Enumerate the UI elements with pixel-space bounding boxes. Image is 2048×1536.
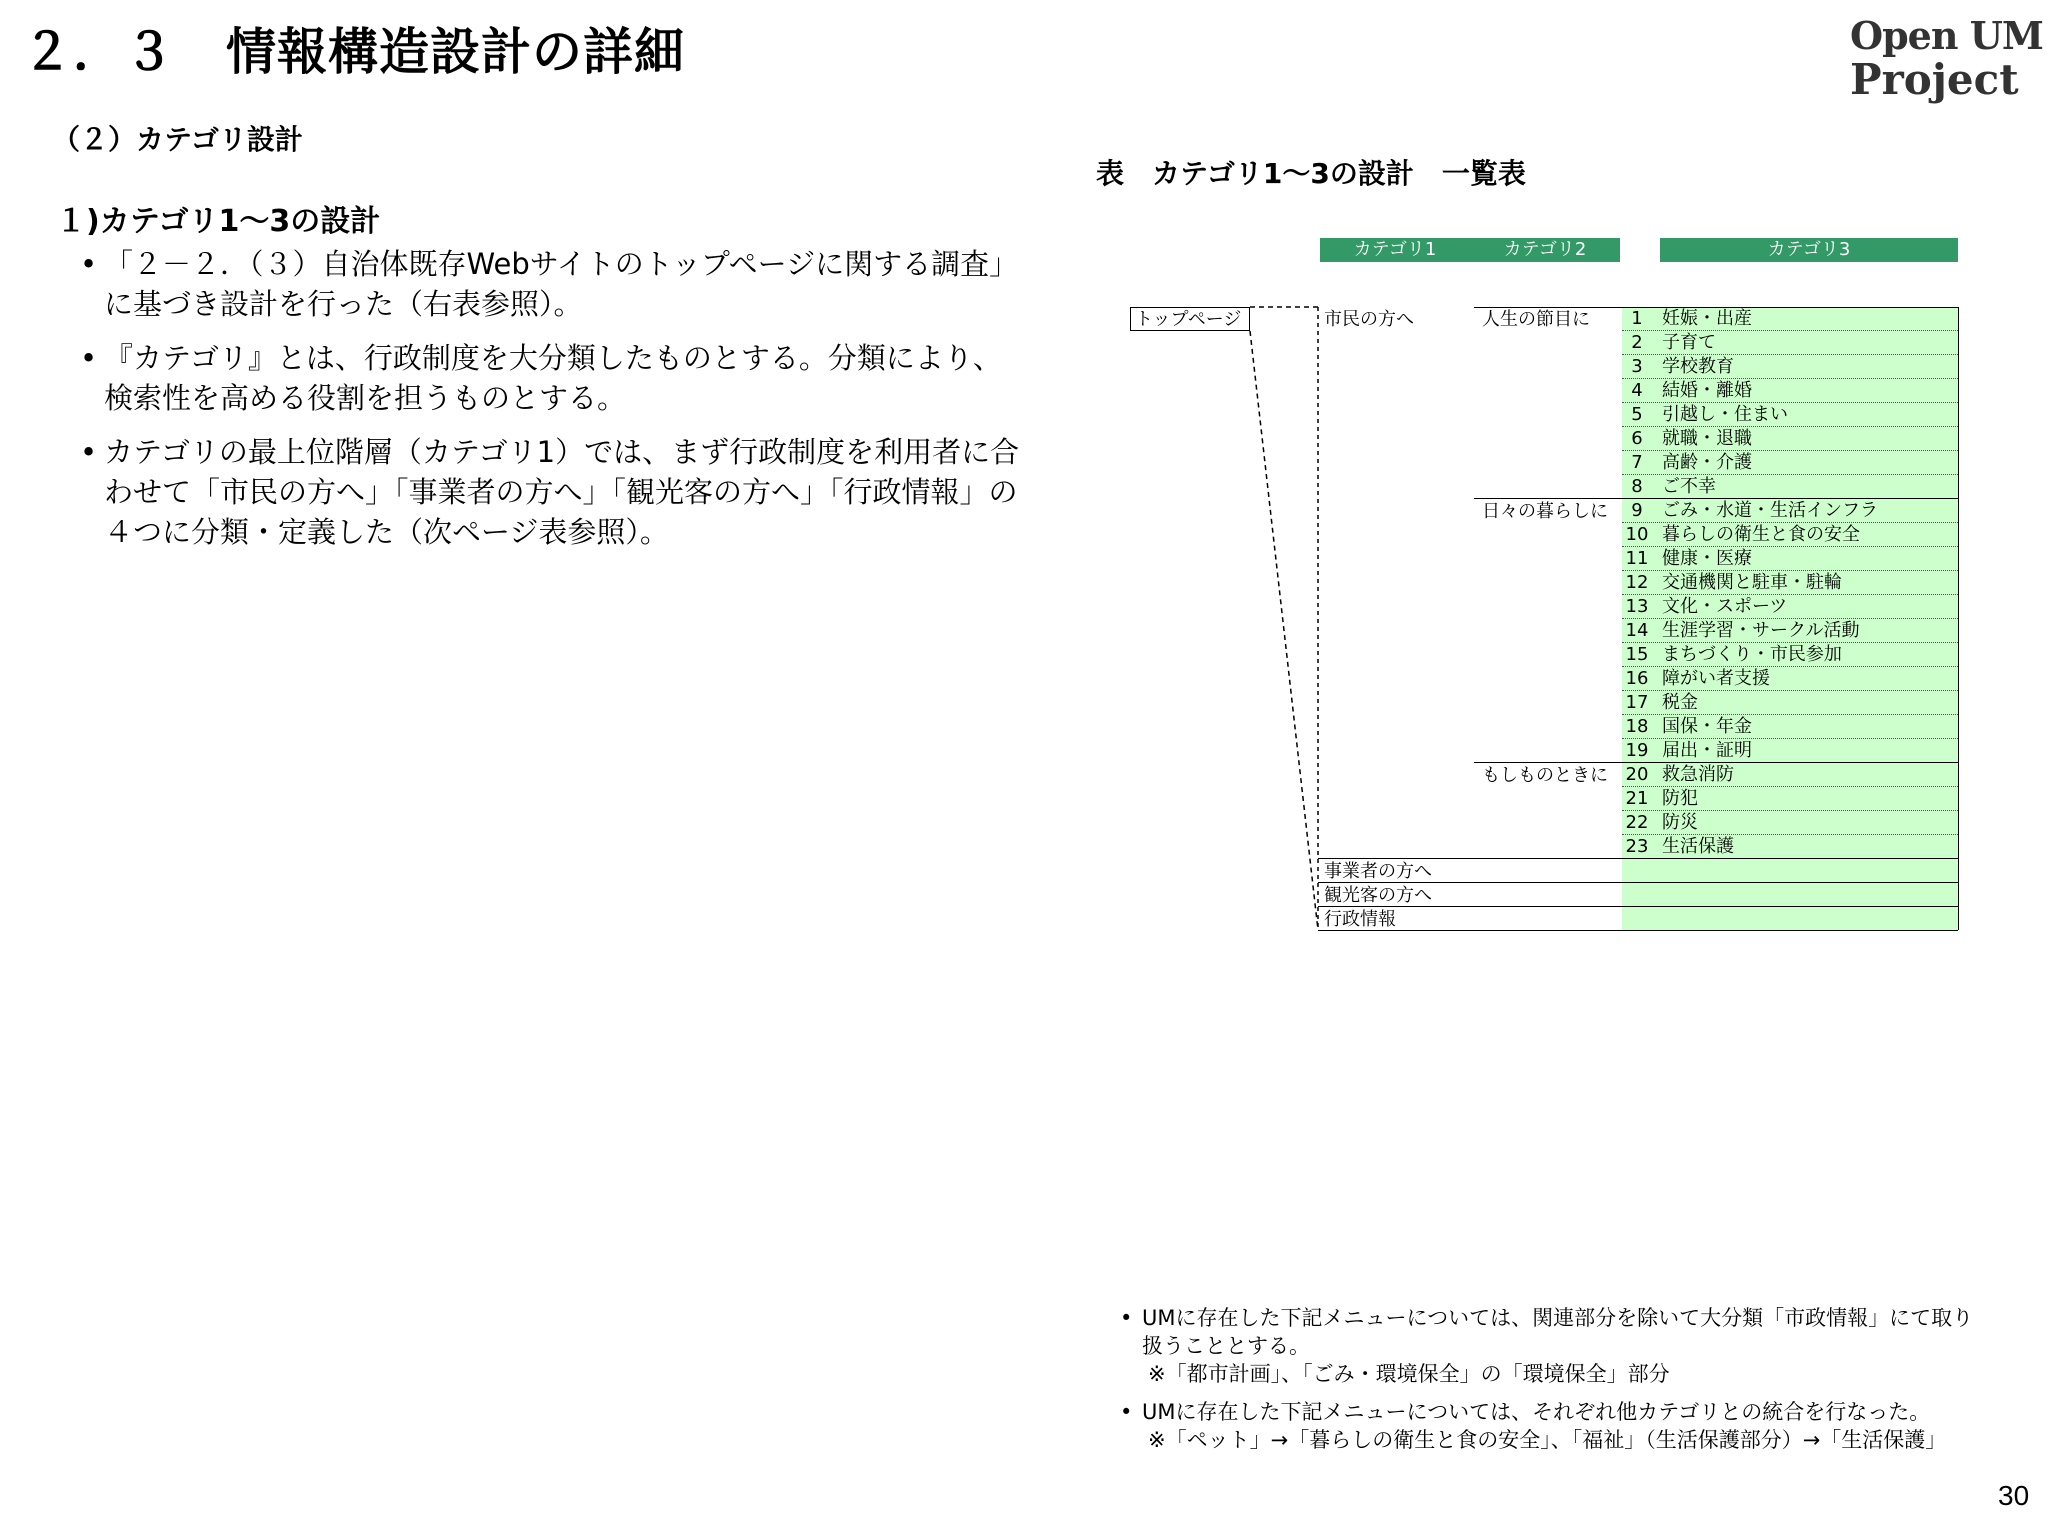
table-row: 1 妊娠・出産 [1622, 307, 1958, 331]
table-row: 19 届出・証明 [1622, 739, 1958, 763]
note-item [1120, 1304, 1980, 1388]
table-row: 3 学校教育 [1622, 355, 1958, 379]
note-sub: ※「都市計画」、「ごみ・環境保全」の「環境保全」部分 [1148, 1362, 1670, 1386]
bullet-item: • 『カテゴリ』とは、行政制度を大分類したものとする。分類により、検索性を高める役割を担うものとする。 [80, 338, 1020, 418]
table-row: 22 防災 [1622, 811, 1958, 835]
connector-diagonal [1250, 331, 1318, 930]
empty-cat3-cell [1622, 907, 1958, 931]
logo-line-1: Open UM [1850, 13, 2043, 58]
table-row: 8 ご不幸 [1622, 475, 1958, 499]
table-row: 2 子育て [1622, 331, 1958, 355]
table-line [1318, 858, 1958, 859]
bullet-item: • カテゴリの最上位階層（カテゴリ1）では、まず行政制度を利用者に合わせて「市民の方へ」「事業者の方へ」「観光客の方へ」「行政情報」の４つに分類・定義した（次ページ表参照）。 [80, 432, 1020, 552]
table-row: 21 防犯 [1622, 787, 1958, 811]
empty-cat3-cell [1622, 883, 1958, 907]
note-text: UMに存在した下記メニューについては、それぞれ他カテゴリとの統合を行なった。 [1142, 1400, 1931, 1424]
page-title: ２．３ 情報構造設計の詳細 [22, 23, 685, 81]
note-sub: ※「ペット」→「暮らしの衛生と食の安全」、「福祉」（生活保護部分）→「生活保護」 [1148, 1428, 1947, 1452]
table-row: 11 健康・医療 [1622, 547, 1958, 571]
cat2-life-events: 人生の節目に [1482, 309, 1590, 330]
section-heading: （２）カテゴリ設計 [52, 123, 303, 156]
logo-line-2: Project [1850, 55, 2019, 104]
table-line [1474, 307, 1958, 308]
table-row: 13 文化・スポーツ [1622, 595, 1958, 619]
table-row: 17 税金 [1622, 691, 1958, 715]
table-row: 12 交通機関と駐車・駐輪 [1622, 571, 1958, 595]
table-line [1318, 906, 1958, 907]
cat2-emergencies: もしものときに [1482, 765, 1608, 786]
cat2-daily-life: 日々の暮らしに [1482, 501, 1608, 522]
tree-root-toppage: トップページ [1130, 307, 1250, 331]
cat1-government: 行政情報 [1324, 909, 1396, 930]
note-text: UMに存在した下記メニューについては、関連部分を除いて大分類「市政情報」にて取り扱うこととする。 [1142, 1306, 1974, 1358]
table-row: 23 生活保護 [1622, 835, 1958, 859]
note-item [1120, 1398, 1980, 1454]
cat1-tourists: 観光客の方へ [1324, 885, 1432, 906]
header-category-1: カテゴリ1 [1320, 238, 1470, 262]
cat1-business: 事業者の方へ [1324, 861, 1432, 882]
bullet-item: • 「２－２．（３）自治体既存Webサイトのトップページに関する調査」に基づき設計を行った（右表参照）。 [80, 244, 1020, 324]
table-line [1318, 930, 1958, 931]
table-line [1318, 882, 1958, 883]
table-row: 10 暮らしの衛生と食の安全 [1622, 523, 1958, 547]
notes-list [1120, 1304, 1980, 1464]
table-title: 表 カテゴリ1～3の設計 一覧表 [1096, 157, 1526, 190]
table-row: 15 まちづくり・市民参加 [1622, 643, 1958, 667]
table-row: 6 就職・退職 [1622, 427, 1958, 451]
table-row: 16 障がい者支援 [1622, 667, 1958, 691]
page-number: 30 [1998, 1480, 2030, 1511]
table-row: 7 高齢・介護 [1622, 451, 1958, 475]
table-row: 4 結婚・離婚 [1622, 379, 1958, 403]
empty-cat3-cell [1622, 859, 1958, 883]
table-line [1958, 307, 1959, 930]
table-row: 20 救急消防 [1622, 763, 1958, 787]
header-category-3: カテゴリ3 [1660, 238, 1958, 262]
table-line [1474, 762, 1958, 763]
table-row: 9 ごみ・水道・生活インフラ [1622, 499, 1958, 523]
table-line [1474, 498, 1958, 499]
table-row: 18 国保・年金 [1622, 715, 1958, 739]
table-row: 5 引越し・住まい [1622, 403, 1958, 427]
subsection-heading: １)カテゴリ1～3の設計 [56, 204, 381, 239]
header-category-2: カテゴリ2 [1470, 238, 1620, 262]
table-row: 14 生涯学習・サークル活動 [1622, 619, 1958, 643]
cat1-citizens: 市民の方へ [1324, 309, 1414, 330]
